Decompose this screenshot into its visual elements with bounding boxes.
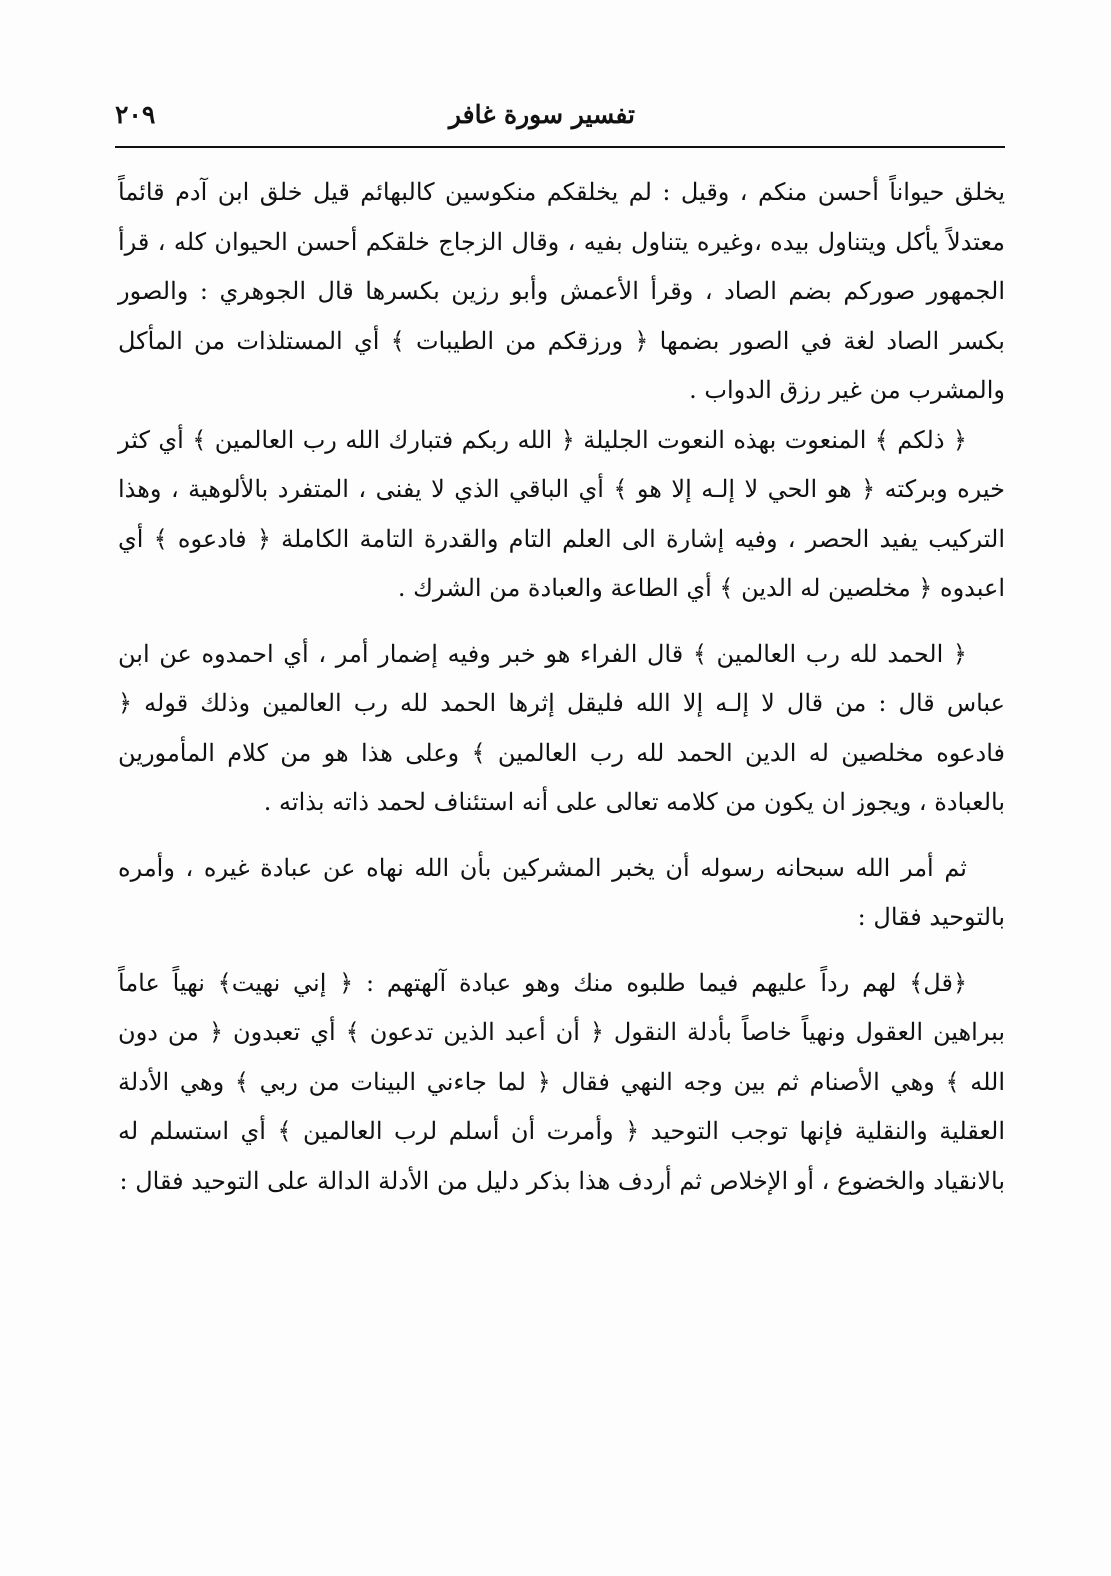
- paragraph: ﴿ ذلكم ﴾ المنعوت بهذه النعوت الجليلة ﴿ الله ربكم فتبارك الله رب العالمين ﴾ أي كثر خيره وبركته ﴿ هو الحي لا إلـه إلا هو ﴾ أي الباقي الذي لا يفنى ، المتفرد بالألوهية ، وهذا التركيب يفيد الحصر ، وفيه إشارة الى العلم التام والقدرة التامة الكاملة ﴿ فادعوه ﴾ أي اعبدوه ﴿ مخلصين له الدين ﴾ أي الطاعة والعبادة من الشرك .: [118, 425, 1005, 602]
- header-divider: [115, 146, 1005, 148]
- paragraph: ﴿ الحمد لله رب العالمين ﴾ قال الفراء هو خبر وفيه إضمار أمر ، أي احمدوه عن ابن عباس قال : من قال لا إلـه إلا الله فليقل إثرها الحمد لله رب العالمين وذلك قوله ﴿ فادعوه مخلصين له الدين الحمد لله رب العالمين ﴾ وعلى هذا هو من كلام المأمورين بالعبادة ، ويجوز ان يكون من كلامه تعالى على أنه استئناف لحمد ذاته بذاته .: [118, 639, 1005, 816]
- body-text: [118, 168, 1005, 1206]
- paragraph: ﴿قل﴾ لهم رداً عليهم فيما طلبوه منك وهو عبادة آلهتهم : ﴿ إني نهيت﴾ نهياً عاماً ببراهين العقول ونهياً خاصاً بأدلة النقول ﴿ أن أعبد الذين تدعون ﴾ أي تعبدون ﴿ من دون الله ﴾ وهي الأصنام ثم بين وجه النهي فقال ﴿ لما جاءني البينات من ربي ﴾ وهي الأدلة العقلية والنقلية فإنها توجب التوحيد ﴿ وأمرت أن أسلم لرب العالمين ﴾ أي استسلم له بالانقياد والخضوع ، أو الإخلاص ثم أردف هذا بذكر دليل من الأدلة الدالة على التوحيد فقال :: [118, 968, 1005, 1195]
- page-header: [115, 98, 1005, 142]
- running-title: تفسير سورة غافر: [448, 100, 635, 129]
- paragraph: ثم أمر الله سبحانه رسوله أن يخبر المشركين بأن الله نهاه عن عبادة غيره ، وأمره بالتوحيد فقال :: [118, 853, 1005, 931]
- page-number: ٢٠٩: [115, 100, 156, 129]
- paragraph: يخلق حيواناً أحسن منكم ، وقيل : لم يخلقكم منكوسين كالبهائم قيل خلق ابن آدم قائماً معتدلاً يأكل ويتناول بيده ،وغيره يتناول بفيه ، وقال الزجاج خلقكم أحسن الحيوان كله ، قرأ الجمهور صوركم بضم الصاد ، وقرأ الأعمش وأبو رزين بكسرها قال الجوهري : والصور بكسر الصاد لغة في الصور بضمها ﴿ ورزقكم من الطيبات ﴾ أي المستلذات من المأكل والمشرب من غير رزق الدواب .: [118, 178, 1006, 404]
